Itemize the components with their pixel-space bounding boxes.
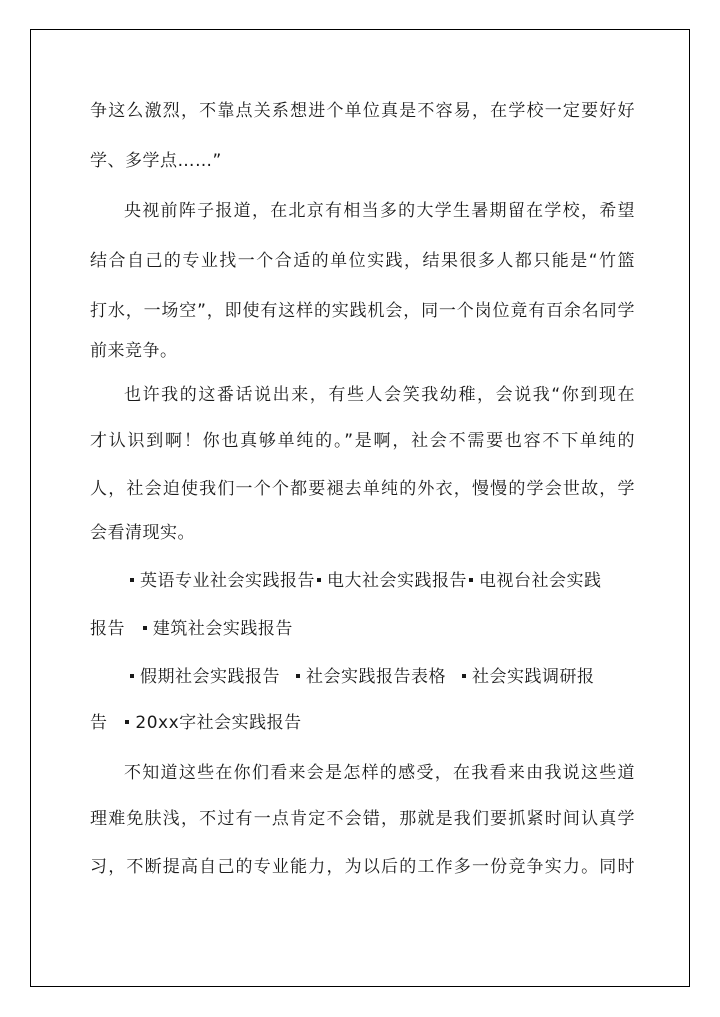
paragraph-line: 央视前阵子报道，在北京有相当多的大学生暑期留在学校，希望 xyxy=(124,201,635,221)
paragraph-line: 才认识到啊！你也真够单纯的。”是啊，社会不需要也容不下单纯的 xyxy=(90,431,635,451)
bullet-icon xyxy=(296,674,300,678)
bullet-icon xyxy=(143,626,147,630)
paragraph-line: 理难免肤浅，不过有一点肯定不会错，那就是我们要抓紧时间认真学 xyxy=(90,809,635,829)
related-link[interactable]: 社会实践调研报 xyxy=(472,667,595,687)
related-links-row xyxy=(90,614,635,644)
paragraph-line: 打水，一场空”，即使有这样的实践机会，同一个岗位竟有百余名同学 xyxy=(90,301,635,321)
related-links-row xyxy=(128,662,635,692)
related-link[interactable]: 电大社会实践报告 xyxy=(327,571,467,591)
related-links-row xyxy=(128,566,635,596)
related-link[interactable]: 告 xyxy=(90,713,108,733)
related-link[interactable]: 社会实践报告表格 xyxy=(306,667,446,687)
related-link[interactable]: 假期社会实践报告 xyxy=(140,667,280,687)
paragraph-line: 人，社会迫使我们一个个都要褪去单纯的外衣，慢慢的学会世故，学 xyxy=(90,479,635,499)
bullet-icon xyxy=(469,578,473,582)
paragraph-line: 会看清现实。 xyxy=(90,523,195,543)
related-link[interactable]: 报告 xyxy=(90,619,125,639)
bullet-icon xyxy=(125,720,129,724)
related-link[interactable]: 英语专业社会实践报告 xyxy=(140,571,315,591)
paragraph-line: 学、多学点……” xyxy=(90,151,222,171)
paragraph-line: 不知道这些在你们看来会是怎样的感受，在我看来由我说这些道 xyxy=(124,763,635,783)
paragraph-line: 也许我的这番话说出来，有些人会笑我幼稚，会说我“你到现在 xyxy=(124,385,635,405)
paragraph-line: 争这么激烈，不靠点关系想进个单位真是不容易，在学校一定要好好 xyxy=(90,101,635,121)
paragraph-line: 结合自己的专业找一个合适的单位实践，结果很多人都只能是“竹篮 xyxy=(90,251,635,271)
bullet-icon xyxy=(317,578,321,582)
bullet-icon xyxy=(462,674,466,678)
bullet-icon xyxy=(130,578,134,582)
related-link[interactable]: 20xx字社会实践报告 xyxy=(135,713,302,733)
bullet-icon xyxy=(130,674,134,678)
related-link[interactable]: 建筑社会实践报告 xyxy=(152,619,293,639)
paragraph-line: 前来竞争。 xyxy=(90,341,178,361)
paragraph-line: 习，不断提高自己的专业能力，为以后的工作多一份竞争实力。同时 xyxy=(90,857,635,877)
related-link[interactable]: 电视台社会实践 xyxy=(479,571,602,591)
related-links-row xyxy=(90,708,635,738)
